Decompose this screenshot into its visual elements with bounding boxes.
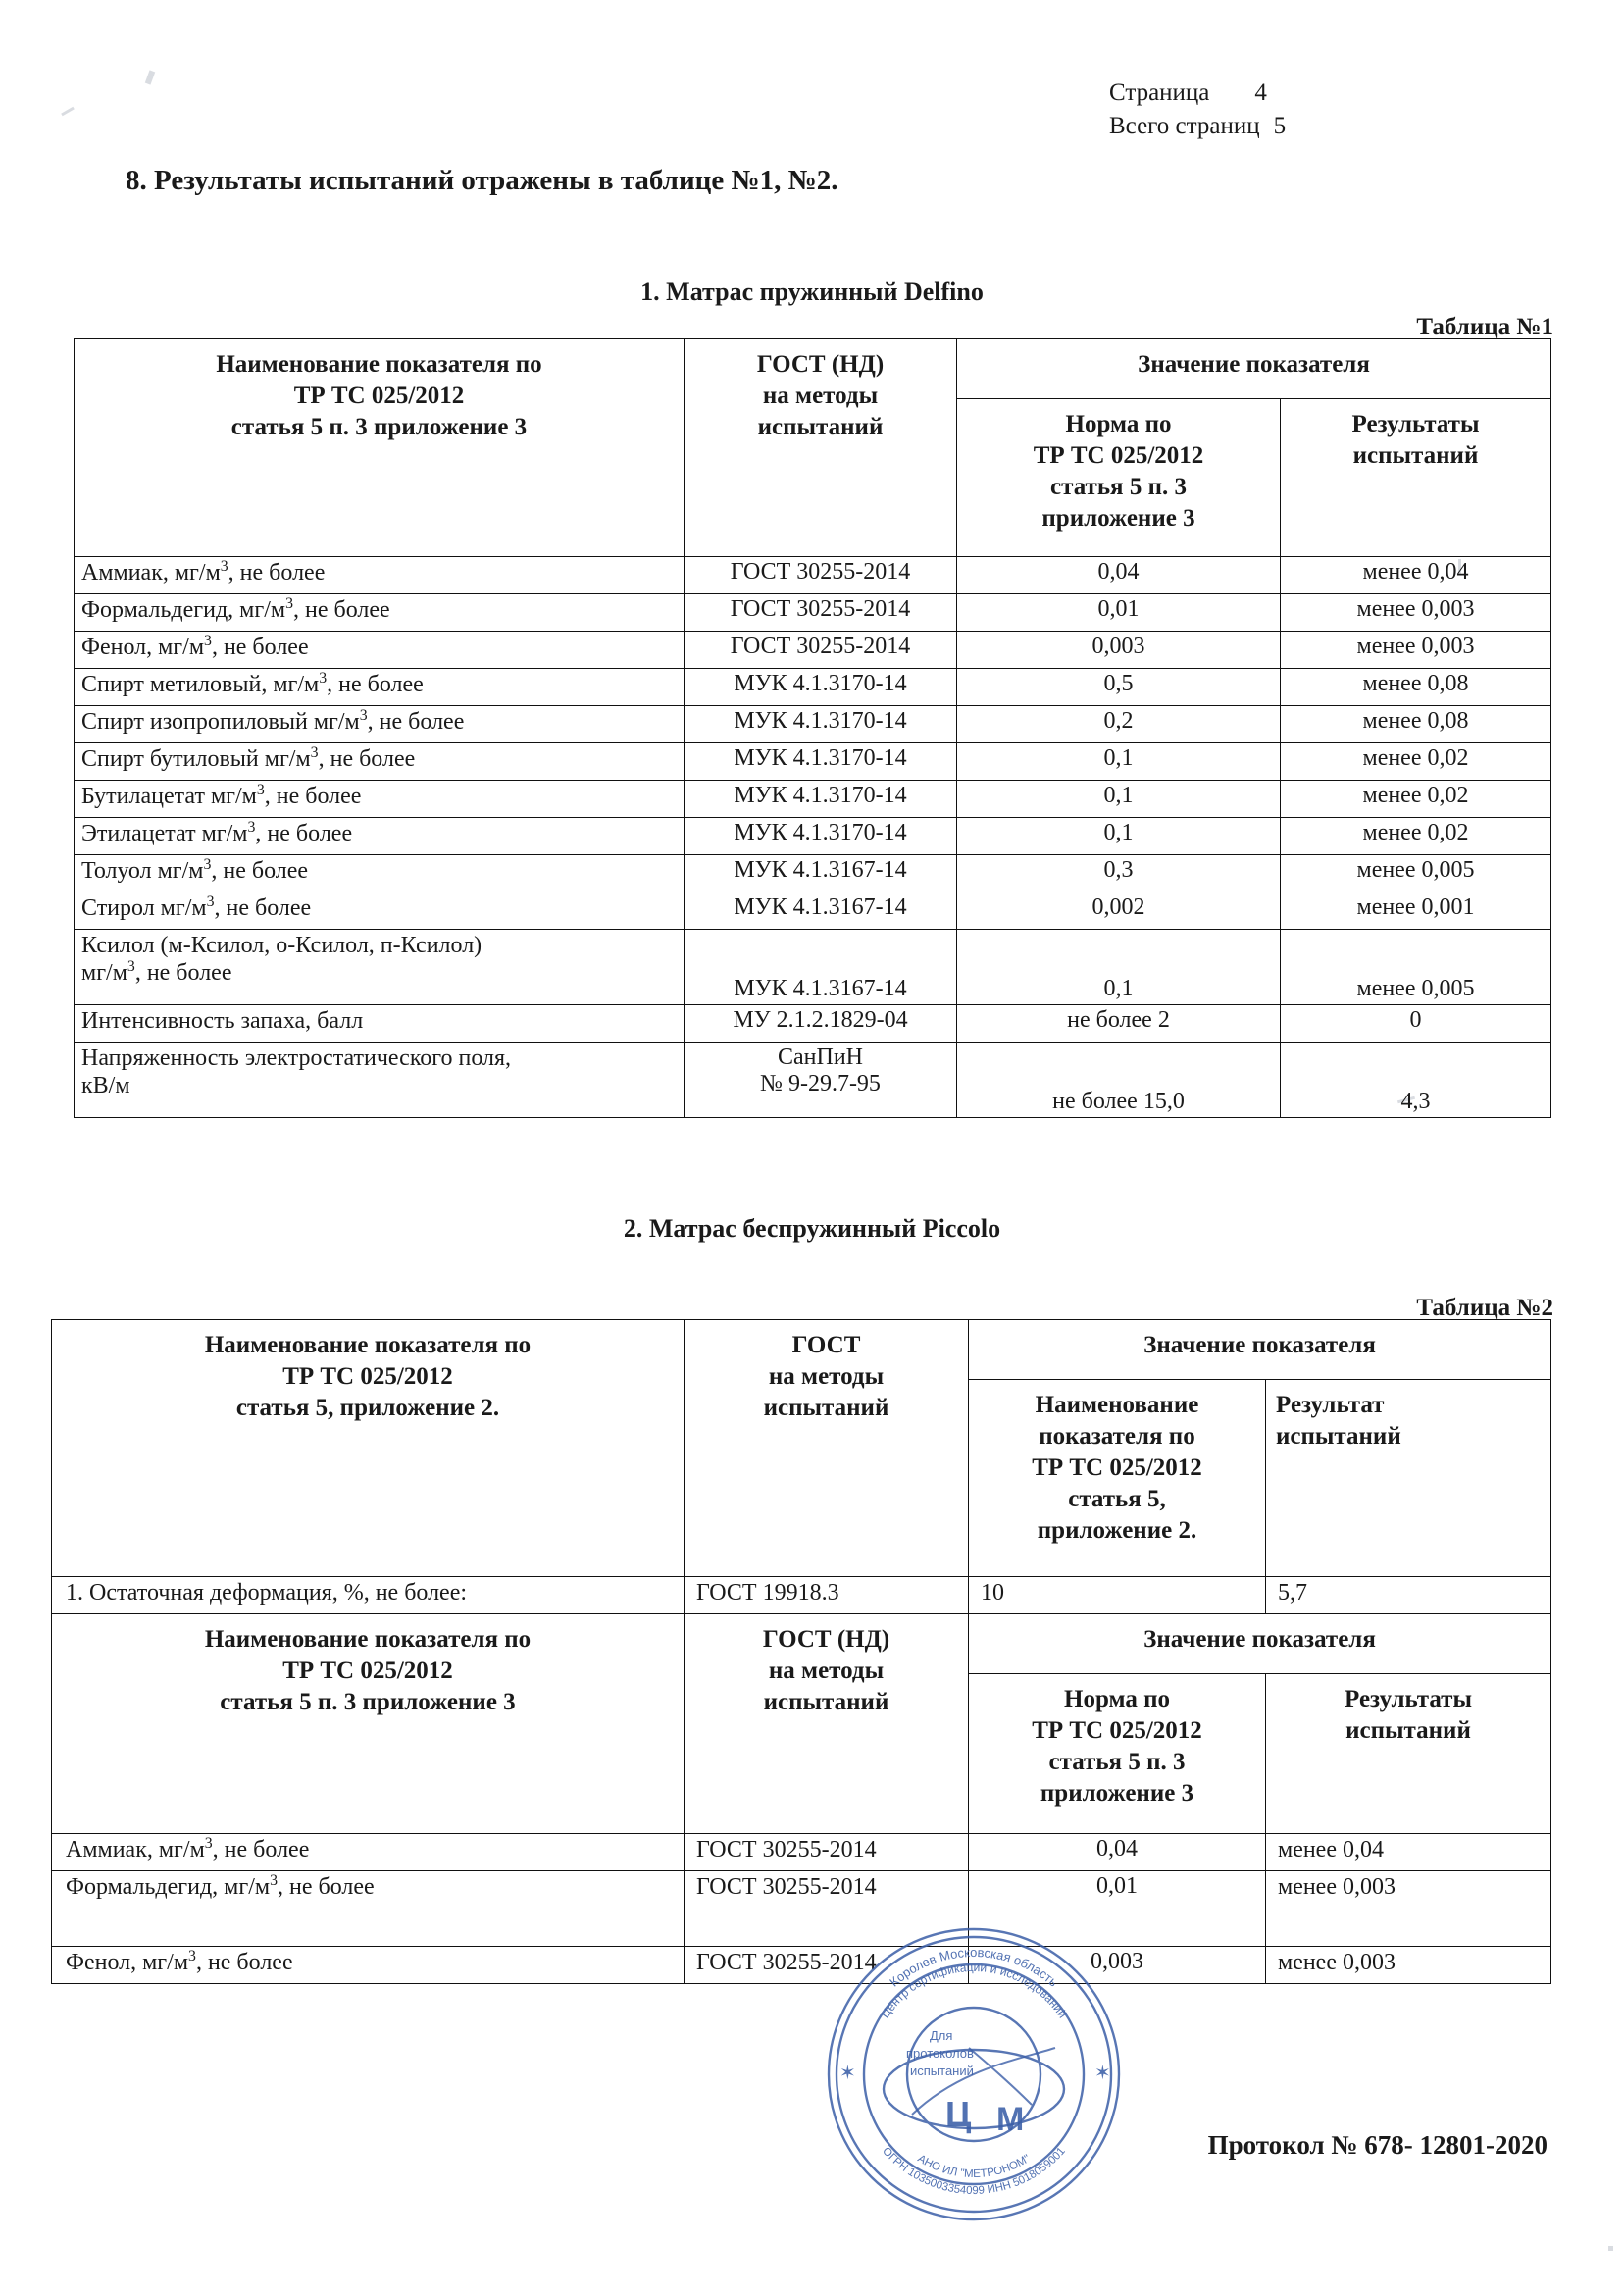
indicator-norm: не более 2: [957, 1005, 1281, 1043]
indicator-name-text: Фенол, мг/м: [66, 1950, 189, 1975]
indicator-sup: 3: [256, 782, 265, 798]
table-row-xylene: [75, 930, 1551, 1005]
stamp-org-text: АНО ИЛ "МЕТРОНОМ": [915, 2152, 1033, 2181]
indicator-result: менее 0,005: [1281, 855, 1551, 892]
table2b-result-line2: испытаний: [1345, 1717, 1471, 1744]
indicator-name: [52, 1947, 685, 1984]
indicator-name-line1: Напряженность электростатического поля,: [81, 1045, 512, 1071]
indicator-gost: ГОСТ 30255-2014: [685, 557, 957, 594]
indicator-sup: 3: [220, 558, 228, 575]
scan-artifact: [145, 70, 155, 84]
indicator-norm: 0,3: [957, 855, 1281, 892]
table2a-result-line2: испытаний: [1276, 1423, 1401, 1450]
indicator-name-suffix: , не более: [264, 784, 362, 809]
table2b-norm-line1: Норма по: [1064, 1686, 1170, 1712]
indicator-norm: 0,1: [957, 818, 1281, 855]
indicator-sup: 3: [310, 744, 319, 761]
table-row-odor: [75, 1005, 1551, 1043]
indicator-name-suffix: , не более: [228, 560, 326, 586]
table1-result-header: [1281, 399, 1551, 557]
table-row: [75, 632, 1551, 669]
table2b-col1-header: [52, 1614, 685, 1834]
stamp-inner-line3: испытаний: [910, 2064, 974, 2078]
indicator-gost: ГОСТ 30255-2014: [685, 594, 957, 632]
table-row-electrostatic: [75, 1043, 1551, 1118]
table2b-col1-line1: Наименование показателя по: [204, 1626, 532, 1653]
indicator-result: менее 0,08: [1281, 669, 1551, 706]
indicator-sup: 3: [270, 1872, 278, 1889]
indicator-gost: ГОСТ 30255-2014: [685, 1871, 969, 1947]
indicator-name: [75, 743, 685, 781]
indicator-gost: МУК 4.1.3167-14: [685, 930, 957, 1005]
table1-result-line1: Результаты: [1351, 411, 1480, 437]
indicator-sup: 3: [188, 1948, 196, 1964]
indicator-gost: МУК 4.1.3170-14: [685, 743, 957, 781]
indicator-norm: 0,002: [957, 892, 1281, 930]
stamp-ring-text: Центр сертификации и исследований: [878, 1960, 1070, 2021]
indicator-name: [75, 855, 685, 892]
table2a-col1-header: [52, 1320, 685, 1577]
table-row: [75, 594, 1551, 632]
table2a-col1-line1: Наименование показателя по: [204, 1332, 532, 1358]
table-row: [75, 781, 1551, 818]
table-row: [75, 706, 1551, 743]
indicator-name-suffix: , не более: [211, 635, 309, 660]
indicator-result: менее 0,02: [1281, 818, 1551, 855]
indicator-name-suffix: , не более: [327, 672, 424, 697]
subtitle-delfino: 1. Матрас пружинный Delfino: [640, 278, 984, 306]
indicator-result: менее 0,04: [1281, 557, 1551, 594]
indicator-result: менее 0,003: [1281, 632, 1551, 669]
indicator-name-text: Аммиак, мг/м: [66, 1837, 205, 1862]
scan-artifact: [61, 107, 75, 117]
table2a-col2-header: [685, 1320, 969, 1577]
indicator-name-text: Стирол мг/м: [81, 895, 207, 921]
table2b-norm-line4: приложение 3: [1040, 1780, 1194, 1807]
indicator-name: [75, 1043, 685, 1118]
table-row: [75, 892, 1551, 930]
indicator-norm: 10: [969, 1577, 1266, 1614]
indicator-gost-line2: № 9-29.7-95: [760, 1071, 881, 1096]
table1-norm-header: [957, 399, 1281, 557]
indicator-name-suffix: , не более: [277, 1874, 375, 1900]
indicator-norm: 0,04: [957, 557, 1281, 594]
indicator-name: [75, 892, 685, 930]
indicator-norm: 0,01: [957, 594, 1281, 632]
indicator-gost: ГОСТ 19918.3: [685, 1577, 969, 1614]
stamp-bottom-text: ОГРН 1035003354099 ИНН 5018059001: [880, 2145, 1068, 2197]
table1-col2-header: [685, 339, 957, 557]
table1-col1-line2: ТР ТС 025/2012: [293, 382, 465, 409]
table1-caption: Таблица №1: [1416, 314, 1553, 340]
table-row: [52, 1834, 1551, 1871]
indicator-norm: 0,1: [957, 930, 1281, 1005]
indicator-name-text: Бутилацетат мг/м: [81, 784, 257, 809]
indicator-gost: ГОСТ 30255-2014: [685, 632, 957, 669]
table2a-col1-line2: ТР ТС 025/2012: [282, 1363, 453, 1390]
indicator-gost: МУК 4.1.3170-14: [685, 781, 957, 818]
stamp-star-left: ✶: [839, 2063, 856, 2084]
page-number: 4: [1254, 79, 1267, 106]
protocol-number: Протокол № 678- 12801-2020: [1207, 2130, 1548, 2160]
table2a-norm-line2: показателя по: [1039, 1423, 1195, 1450]
indicator-name: [75, 818, 685, 855]
table2b-col2-line1: ГОСТ (НД): [762, 1626, 890, 1653]
table1-norm-line4: приложение 3: [1041, 505, 1195, 532]
table2b-result-header: [1266, 1674, 1551, 1834]
stamp-top-text: Королев Московская область: [887, 1944, 1061, 1990]
indicator-result: 4,3: [1281, 1043, 1551, 1118]
indicator-sup: 3: [359, 707, 368, 724]
table2a-col1-line3: статья 5, приложение 2.: [235, 1395, 500, 1421]
table2b-result-line1: Результаты: [1345, 1686, 1472, 1712]
table2a-norm-line5: приложение 2.: [1037, 1517, 1197, 1544]
indicator-name-unit: мг/м: [81, 960, 127, 987]
table1-col2-line3: испытаний: [757, 414, 884, 440]
indicator-gost: МУК 4.1.3170-14: [685, 669, 957, 706]
table1-norm-line3: статья 5 п. 3: [1050, 474, 1187, 500]
table1-result-line2: испытаний: [1352, 442, 1479, 469]
indicator-sup: 3: [204, 633, 212, 649]
table-row: [75, 855, 1551, 892]
stamp-star-right: ✶: [1094, 2063, 1111, 2084]
table-row: [75, 818, 1551, 855]
indicator-norm: 0,5: [957, 669, 1281, 706]
total-pages-label: Всего страниц: [1109, 112, 1260, 139]
table2-header-row-1: [52, 1320, 1551, 1380]
indicator-norm: 0,003: [969, 1947, 1266, 1984]
indicator-name-text: Формальдегид, мг/м: [66, 1874, 271, 1900]
table2b-col2-line2: на методы: [768, 1657, 885, 1684]
indicator-name-line2: [81, 959, 677, 987]
table2a-col2-line1: ГОСТ: [791, 1332, 861, 1358]
indicator-gost: МУК 4.1.3170-14: [685, 818, 957, 855]
table2a-value-header: Значение показателя: [969, 1320, 1551, 1380]
table1-col2-line1: ГОСТ (НД): [756, 351, 885, 378]
table-row: [75, 669, 1551, 706]
indicator-result: 5,7: [1266, 1577, 1551, 1614]
indicator-name-text: Формальдегид, мг/м: [81, 597, 286, 623]
table-row: [52, 1871, 1551, 1947]
indicator-name: [52, 1871, 685, 1947]
indicator-name: 1. Остаточная деформация, %, не более:: [52, 1577, 685, 1614]
table1-header-row-1: [75, 339, 1551, 399]
indicator-name: [75, 706, 685, 743]
indicator-name-text: Спирт изопропиловый мг/м: [81, 709, 360, 735]
table2b-norm-line2: ТР ТС 025/2012: [1032, 1717, 1202, 1744]
indicator-result: менее 0,08: [1281, 706, 1551, 743]
table2b-norm-header: [969, 1674, 1266, 1834]
total-pages-number: 5: [1273, 112, 1287, 139]
indicator-name-text: Спирт метиловый, мг/м: [81, 672, 320, 697]
indicator-name: [75, 930, 685, 1005]
table2b-norm-line3: статья 5 п. 3: [1048, 1749, 1186, 1775]
table-row: [75, 743, 1551, 781]
indicator-norm: 0,01: [969, 1871, 1266, 1947]
indicator-name-text: Толуол мг/м: [81, 858, 204, 884]
table2a-col2-line2: на методы: [768, 1363, 885, 1390]
indicator-result: менее 0,02: [1281, 743, 1551, 781]
table-row-deformation: [52, 1577, 1551, 1614]
table2-caption: Таблица №2: [1416, 1295, 1553, 1321]
table1-col1-line1: Наименование показателя по: [216, 351, 542, 378]
subtitle-piccolo: 2. Матрас беспружинный Piccolo: [623, 1214, 1001, 1243]
indicator-name-suffix: , не более: [255, 821, 353, 846]
indicator-name-suffix: , не более: [367, 709, 465, 735]
table2b-col1-line3: статья 5 п. 3 приложение 3: [220, 1689, 516, 1715]
stamp-signature: [912, 2048, 1055, 2115]
table1-col1-line3: статья 5 п. 3 приложение 3: [230, 414, 528, 440]
table1-value-header: Значение показателя: [957, 339, 1551, 399]
indicator-name: Интенсивность запаха, балл: [75, 1005, 685, 1043]
results-table-1: [74, 338, 1551, 1118]
indicator-name-suffix: , не более: [212, 1837, 310, 1862]
indicator-name-line2: кВ/м: [81, 1073, 130, 1099]
table2b-col1-line2: ТР ТС 025/2012: [282, 1657, 453, 1684]
indicator-name-suffix: , не более: [292, 597, 390, 623]
indicator-gost: МУ 2.1.2.1829-04: [685, 1005, 957, 1043]
indicator-name: [75, 557, 685, 594]
indicator-gost: ГОСТ 30255-2014: [685, 1834, 969, 1871]
indicator-sup: 3: [203, 856, 212, 873]
table2a-norm-header: [969, 1380, 1266, 1577]
table1-norm-line1: Норма по: [1065, 411, 1172, 437]
indicator-norm: 0,04: [969, 1834, 1266, 1871]
section-title: 8. Результаты испытаний отражены в таблице №1, №2.: [126, 165, 838, 196]
indicator-norm: не более 15,0: [957, 1043, 1281, 1118]
indicator-gost-line1: СанПиН: [777, 1045, 863, 1070]
indicator-name: [75, 781, 685, 818]
indicator-name-suffix: , не более: [211, 858, 309, 884]
indicator-name-line1: Ксилол (м-Ксилол, о-Ксилол, п-Ксилол): [81, 933, 482, 958]
table-row: [52, 1947, 1551, 1984]
stamp-inner-line2: протоколов: [906, 2046, 974, 2061]
table2a-result-header: [1266, 1380, 1551, 1577]
table1-col1-header: [75, 339, 685, 557]
indicator-name-text: Фенол, мг/м: [81, 635, 205, 660]
indicator-name: [52, 1834, 685, 1871]
indicator-result: менее 0,005: [1281, 930, 1551, 1005]
indicator-result: менее 0,003: [1281, 594, 1551, 632]
indicator-gost: МУК 4.1.3167-14: [685, 855, 957, 892]
indicator-result: 0: [1281, 1005, 1551, 1043]
scan-artifact: [1608, 2246, 1613, 2251]
page-numbering: [1109, 76, 1521, 143]
table1-col2-line2: на методы: [762, 382, 879, 409]
table2a-col2-line3: испытаний: [763, 1395, 889, 1421]
table2a-result-line1: Результат: [1276, 1392, 1385, 1418]
indicator-sup: 3: [206, 893, 215, 910]
indicator-gost: ГОСТ 30255-2014: [685, 1947, 969, 1984]
stamp-inner-line1: Для: [930, 2028, 953, 2043]
indicator-result: менее 0,001: [1281, 892, 1551, 930]
indicator-gost: [685, 1043, 957, 1118]
indicator-gost: МУК 4.1.3167-14: [685, 892, 957, 930]
table2a-norm-line1: Наименование: [1035, 1392, 1199, 1418]
table2a-norm-line4: статья 5,: [1068, 1486, 1166, 1512]
indicator-name-suffix: , не более: [195, 1950, 293, 1975]
indicator-name: [75, 594, 685, 632]
table2b-value-header: Значение показателя: [969, 1614, 1551, 1674]
page-label: Страница: [1109, 79, 1210, 106]
indicator-sup: 3: [319, 670, 328, 687]
table2b-col2-line3: испытаний: [763, 1689, 889, 1715]
indicator-norm: 0,1: [957, 781, 1281, 818]
indicator-name-text: Аммиак, мг/м: [81, 560, 221, 586]
stamp-monogram-2: М: [996, 2101, 1025, 2138]
indicator-sup: 3: [127, 958, 135, 976]
indicator-result: менее 0,04: [1266, 1834, 1551, 1871]
indicator-name: [75, 632, 685, 669]
stamp-monogram: Ц: [945, 2094, 972, 2134]
indicator-norm: 0,2: [957, 706, 1281, 743]
indicator-name: [75, 669, 685, 706]
indicator-name-text: Этилацетат мг/м: [81, 821, 248, 846]
table-row: [75, 557, 1551, 594]
results-table-2: [51, 1319, 1551, 1984]
indicator-sup: 3: [247, 819, 256, 836]
indicator-result: менее 0,003: [1266, 1871, 1551, 1947]
indicator-norm: 0,1: [957, 743, 1281, 781]
indicator-sup: 3: [285, 595, 293, 612]
indicator-result: менее 0,02: [1281, 781, 1551, 818]
table1-norm-line2: ТР ТС 025/2012: [1033, 442, 1204, 469]
indicator-sup: 3: [204, 1835, 213, 1852]
indicator-name-suffix: , не более: [214, 895, 312, 921]
table2b-col2-header: [685, 1614, 969, 1834]
table2-header-row-3: [52, 1614, 1551, 1674]
indicator-name-suffix: , не более: [318, 746, 416, 772]
indicator-result: менее 0,003: [1266, 1947, 1551, 1984]
indicator-name-suffix: , не более: [134, 960, 232, 987]
indicator-gost: МУК 4.1.3170-14: [685, 706, 957, 743]
table2a-norm-line3: ТР ТС 025/2012: [1032, 1454, 1202, 1481]
indicator-norm: 0,003: [957, 632, 1281, 669]
indicator-name-text: Спирт бутиловый мг/м: [81, 746, 311, 772]
